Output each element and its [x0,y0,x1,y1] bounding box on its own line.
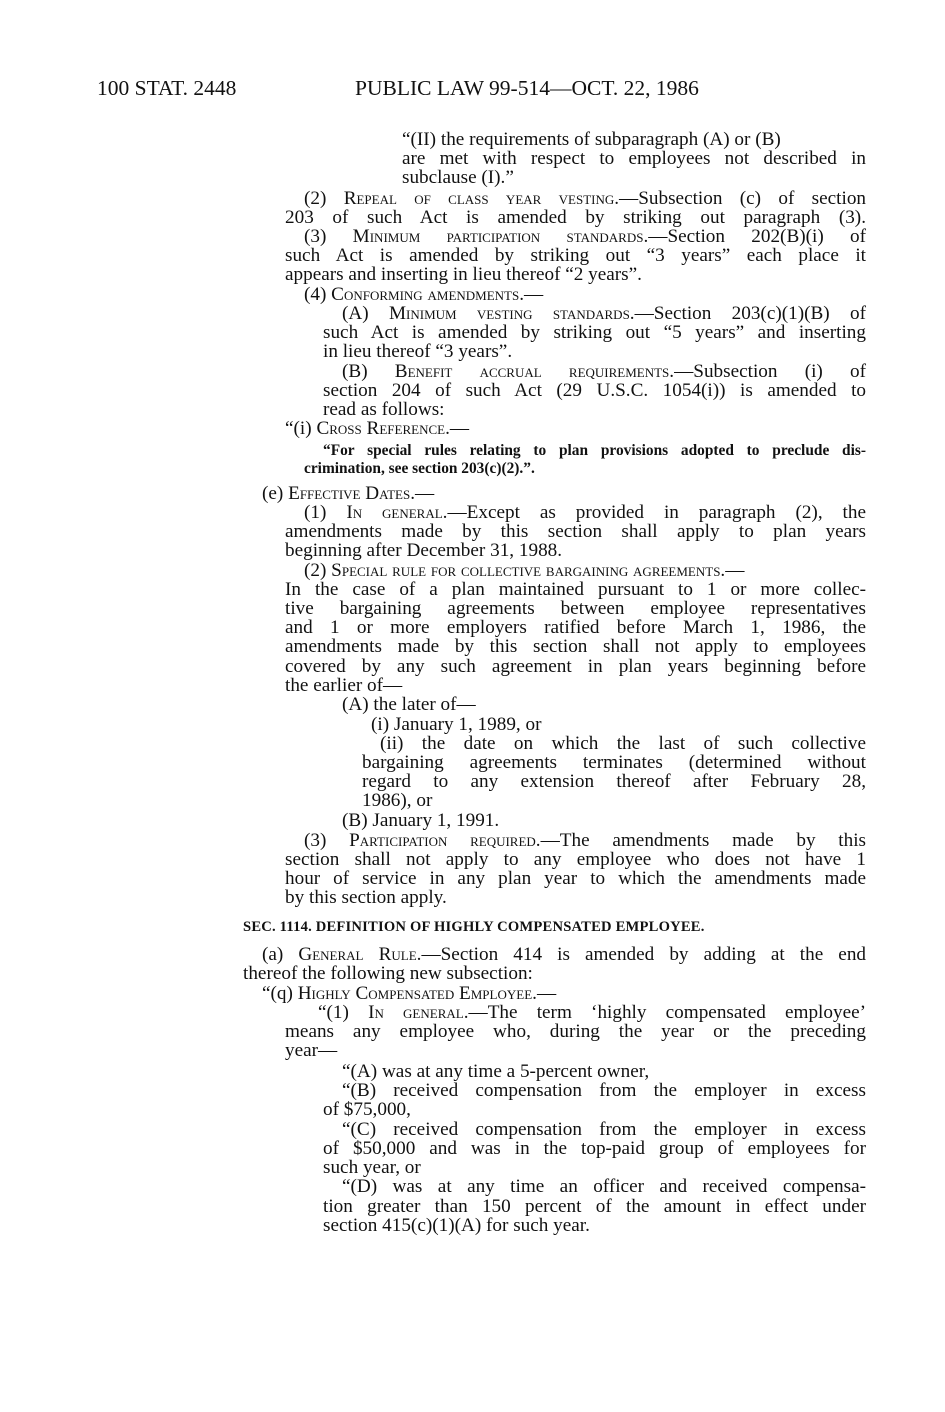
text-line: in lieu thereof “3 years”. [323,341,513,362]
text-line: regard to any extension thereof after February 28, [362,771,866,792]
small-caps-heading: Cross Reference. [316,418,450,439]
small-caps-heading: Effective Dates. [288,483,415,504]
small-caps-heading: In general. [346,502,448,523]
text-line: thereof the following new subsection: [243,963,533,984]
text-line: year— [285,1040,338,1061]
text-line: “(D) was at any time an officer and received compensa- [342,1176,866,1197]
small-caps-heading: Minimum vesting standards. [388,303,635,324]
text-line: beginning after December 31, 1988. [285,540,563,561]
text-line: the earlier of— [285,675,403,696]
text-line: (A) Minimum vesting standards.—Section 203(c)(1)(B) of [342,303,866,324]
text-line: by this section apply. [285,887,447,908]
text-line: (a) General Rule.—Section 414 is amended by adding at the end [262,944,867,965]
text-line: hour of service in any plan year to which the amendments made [285,868,866,889]
text-line: bargaining agreements terminates (determined without [362,752,866,773]
text-line: (4) Conforming amendments.— [304,284,544,305]
text-line: of $75,000, [323,1099,411,1120]
small-caps-heading: General Rule. [298,944,422,965]
text-line: tive bargaining agreements between employee representatives [285,598,866,619]
text-line: (i) January 1, 1989, or [371,714,542,735]
section-heading: SEC. 1114. DEFINITION OF HIGHLY COMPENSATED EMPLOYEE. [243,919,705,935]
running-head: PUBLIC LAW 99-514—OCT. 22, 1986 [355,76,699,100]
text-line: appears and inserting in lieu thereof “2 years”. [285,264,642,285]
text-line: covered by any such agreement in plan years beginning before [285,656,866,677]
text-line: (B) January 1, 1991. [342,810,500,831]
text-line: (3) Participation required.—The amendments made by this [304,830,866,851]
text-line: 1986), or [362,790,433,811]
text-line: “(i) Cross Reference.— [285,418,470,439]
text-line: (e) Effective Dates.— [262,483,435,504]
text-line: “For special rules relating to plan provisions adopted to preclude dis- [323,442,866,459]
text-line: (2) Repeal of class year vesting.—Subsection (c) of section [304,188,867,209]
text-line: In the case of a plan maintained pursuant to 1 or more collec- [285,579,866,600]
small-caps-heading: Highly Compensated Employee. [297,983,537,1004]
text-line: “(1) In general.—The term ‘highly compensated employee’ [318,1002,866,1023]
text-line: amendments made by this section shall apply to plan years [285,521,866,542]
text-line: (1) In general.—Except as provided in paragraph (2), the [304,502,866,523]
text-line: subclause (I).” [402,167,514,188]
text-line: of $50,000 and was in the top-paid group of employees for [323,1138,866,1159]
small-caps-heading: Minimum participation standards. [352,226,649,247]
text-line: section 415(c)(1)(A) for such year. [323,1215,590,1236]
text-line: amendments made by this section shall not apply to employees [285,636,866,657]
small-caps-heading: Conforming amendments. [331,284,525,305]
text-line: such year, or [323,1157,421,1178]
text-line: (B) Benefit accrual requirements.—Subsection (i) of [342,361,867,382]
text-line: (3) Minimum participation standards.—Section 202(B)(i) of [304,226,867,247]
text-line: “(C) received compensation from the employer in excess [342,1119,866,1140]
text-line: such Act is amended by striking out “3 years” each place it [285,245,866,266]
text-line: crimination, see section 203(c)(2).”. [304,460,535,477]
text-line: read as follows: [323,399,445,420]
statute-citation: 100 STAT. 2448 [97,76,237,100]
text-line: such Act is amended by striking out “5 years” and inserting [323,322,866,343]
text-line: “(B) received compensation from the employer in excess [342,1080,866,1101]
text-line: “(II) the requirements of subparagraph (A) or (B) [402,129,781,150]
text-line: (2) Special rule for collective bargaining agreements.— [304,560,745,581]
text-line: “(A) was at any time a 5-percent owner, [342,1061,650,1082]
text-line: are met with respect to employees not described in [402,148,866,169]
text-line: section 204 of such Act (29 U.S.C. 1054(i)) is amended to [323,380,866,401]
small-caps-heading: Participation required. [349,830,541,851]
text-line: 203 of such Act is amended by striking out paragraph (3). [285,207,866,228]
small-caps-heading: Special rule for collective bargaining agreements. [331,560,726,581]
small-caps-heading: In general. [368,1002,469,1023]
small-caps-heading: Benefit accrual requirements. [394,361,675,382]
text-line: tion greater than 150 percent of the amount in effect under [323,1196,866,1217]
text-line: means any employee who, during the year or the preceding [285,1021,866,1042]
text-line: (A) the later of— [342,694,476,715]
text-line: “(q) Highly Compensated Employee.— [262,983,557,1004]
small-caps-heading: Repeal of class year vesting. [343,188,620,209]
text-line: section shall not apply to any employee who does not have 1 [285,849,866,870]
text-line: (ii) the date on which the last of such collective [380,733,866,754]
text-line: and 1 or more employers ratified before March 1, 1986, the [285,617,866,638]
